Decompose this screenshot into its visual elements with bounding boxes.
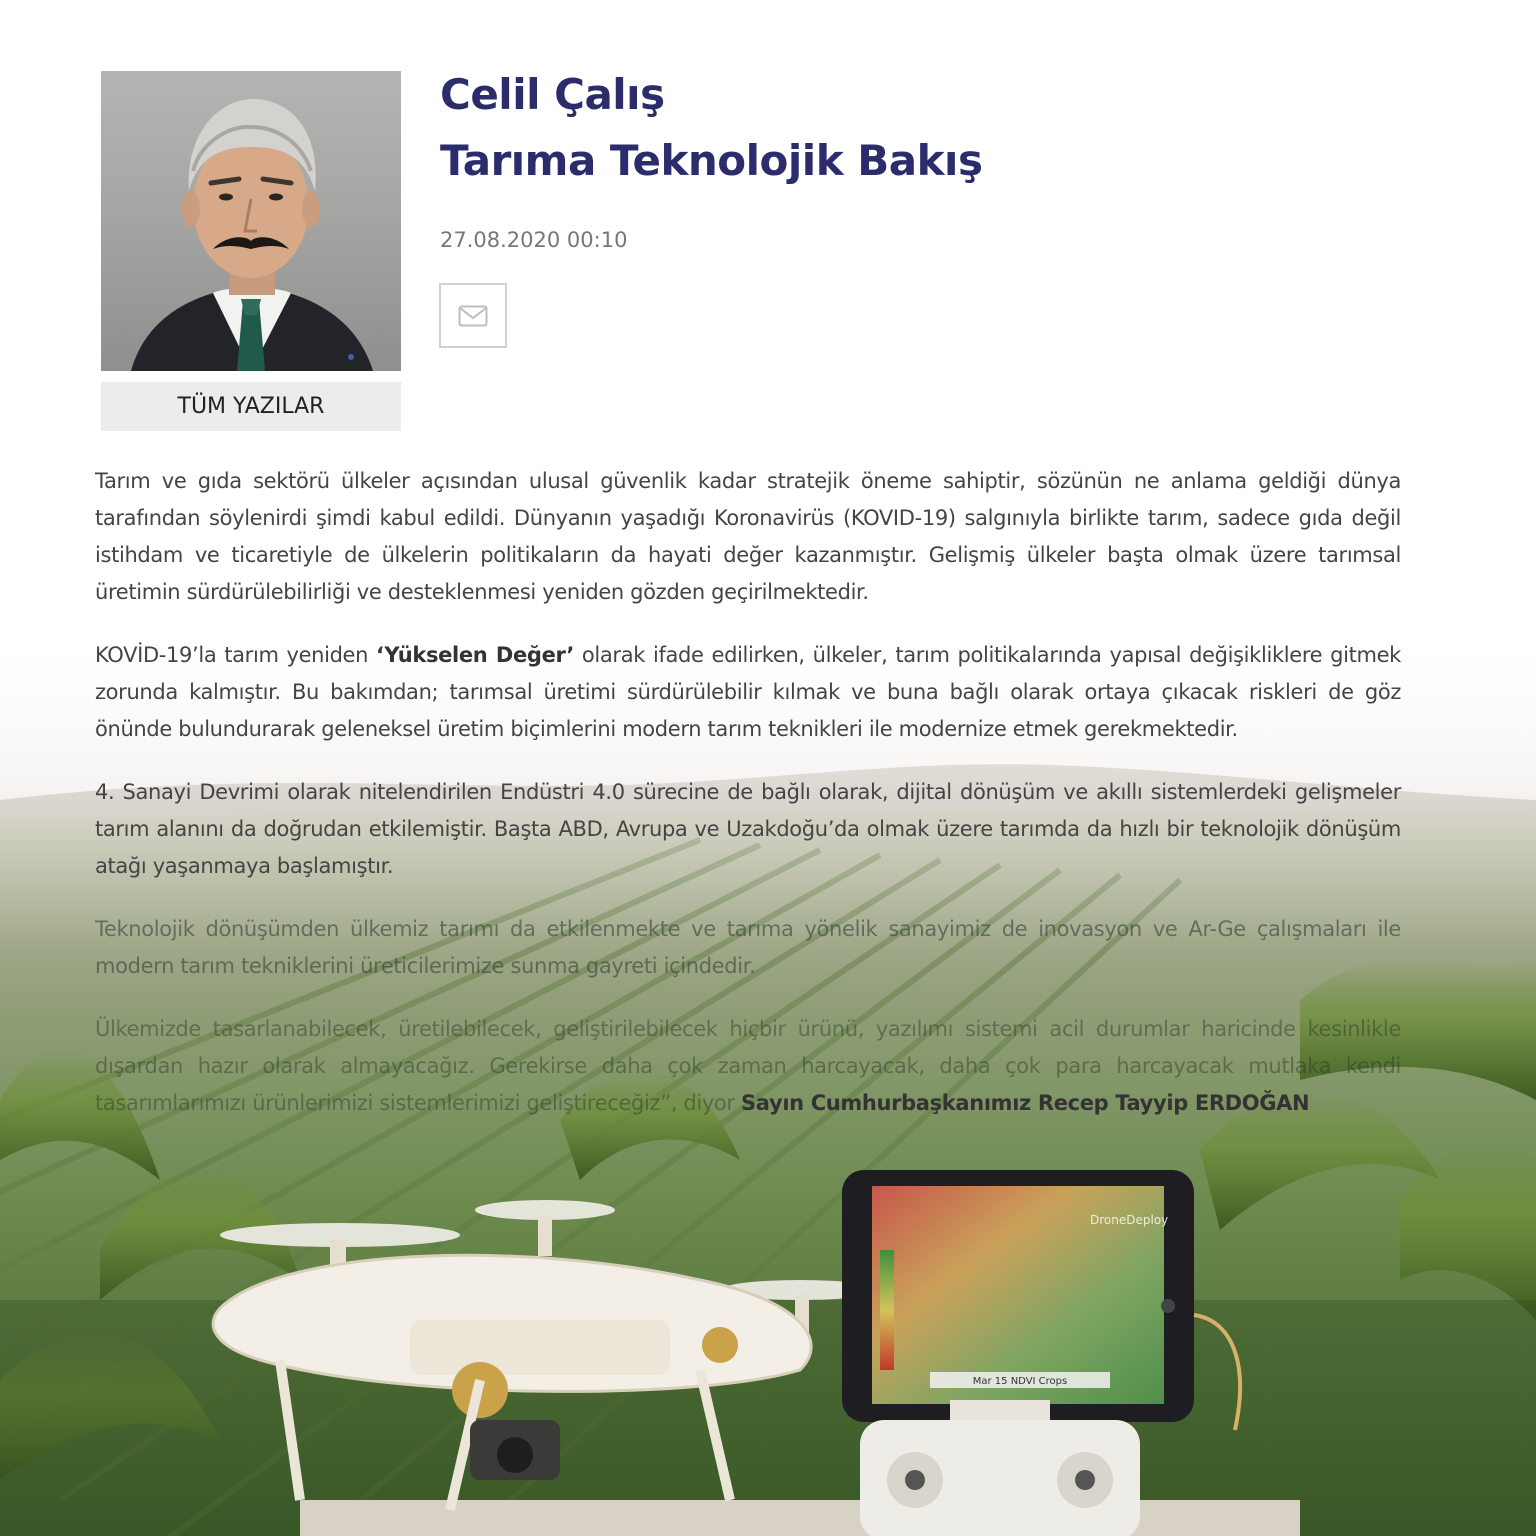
- author-photo: [101, 71, 401, 371]
- article-paragraph: Teknolojik dönüşümden ülkemiz tarımı da etkilenmekte ve tarıma yönelik sanayimiz de inovasyon ve Ar-Ge çalışmaları ile modern tarım tekniklerini üreticilerimize sunma gayreti içindedir.: [95, 917, 1401, 978]
- all-posts-button[interactable]: TÜM YAZILAR: [101, 382, 401, 431]
- paragraph-emphasis: Sayın Cumhurbaşkanımız Recep Tayyip ERDOĞAN: [741, 1091, 1310, 1115]
- envelope-icon: [458, 305, 488, 327]
- article-paragraph: 4. Sanayi Devrimi olarak nitelendirilen Endüstri 4.0 sürecine de bağlı olarak, dijital dönüşüm ve akıllı sistemlerdeki gelişmeler tarım alanını da doğrudan etkilemiştir. Başta ABD, Avrupa ve Uzakdoğu’da olmak üzere tarımda da hızlı bir teknolojik dönüşüm atağı yaşanmaya başlamıştır.: [95, 780, 1401, 878]
- paragraph-emphasis: ‘Yükselen Değer’: [376, 643, 574, 667]
- article-title: Tarıma Teknolojik Bakış: [440, 136, 983, 185]
- article-paragraph: [95, 637, 1401, 748]
- svg-text:Mar 15 NDVI Crops: Mar 15 NDVI Crops: [972, 1376, 1068, 1387]
- article-paragraph: Tarım ve gıda sektörü ülkeler açısından ulusal güvenlik kadar stratejik öneme sahiptir, sözünün ne anlama geldiği dünya tarafından söylenirdi şimdi kabul edildi. Dünyanın yaşadığı Koronavirüs (KOVID-19) salgınıyla birlikte tarım, sadece gıda değil istihdam ve ticaretiyle de ülkelerin politikaların da hayati değer kazanmıştır. Gelişmiş ülkeler başta olmak üzere tarımsal üretimin sürdürülebilirliği ve desteklenmesi yeniden gözden geçirilmektedir.: [95, 469, 1401, 604]
- svg-text:DroneDeploy: DroneDeploy: [1090, 1213, 1169, 1227]
- paragraph-text: olarak ifade edilirken, ülkeler, tarım politikalarında yapısal değişikliklere gitmek zorunda kalmıştır. Bu bakımdan; tarımsal üretimi sürdürülebilir kılmak ve buna bağlı olarak ortaya çıkacak riskleri de göz önünde bulundurarak geleneksel üretim biçimlerini modern tarım teknikleri ile modernize etmek gerekmektedir.: [95, 643, 1401, 741]
- share-mail-button[interactable]: [439, 283, 507, 348]
- article-body: [95, 463, 1401, 1148]
- paragraph-text: Ülkemizde tasarlanabilecek, üretilebilecek, geliştirilebilecek hiçbir ürünü, yazılımı sistemi acil durumlar haricinde kesinlikle dışardan hazır olarak almayacağız. Gerekirse daha çok zaman harcayacak, daha çok para harcayacak mutlaka kendi tasarımlarımızı ürünlerimizi sistemlerimizi geliştireceğiz”, diyor: [95, 1017, 1401, 1115]
- article-header: [440, 62, 1420, 194]
- author-name: Celil Çalış: [440, 70, 665, 119]
- paragraph-text: KOVİD-19’la tarım yeniden: [95, 643, 377, 667]
- publish-date: 27.08.2020 00:10: [440, 228, 628, 252]
- article-paragraph: [95, 1011, 1401, 1122]
